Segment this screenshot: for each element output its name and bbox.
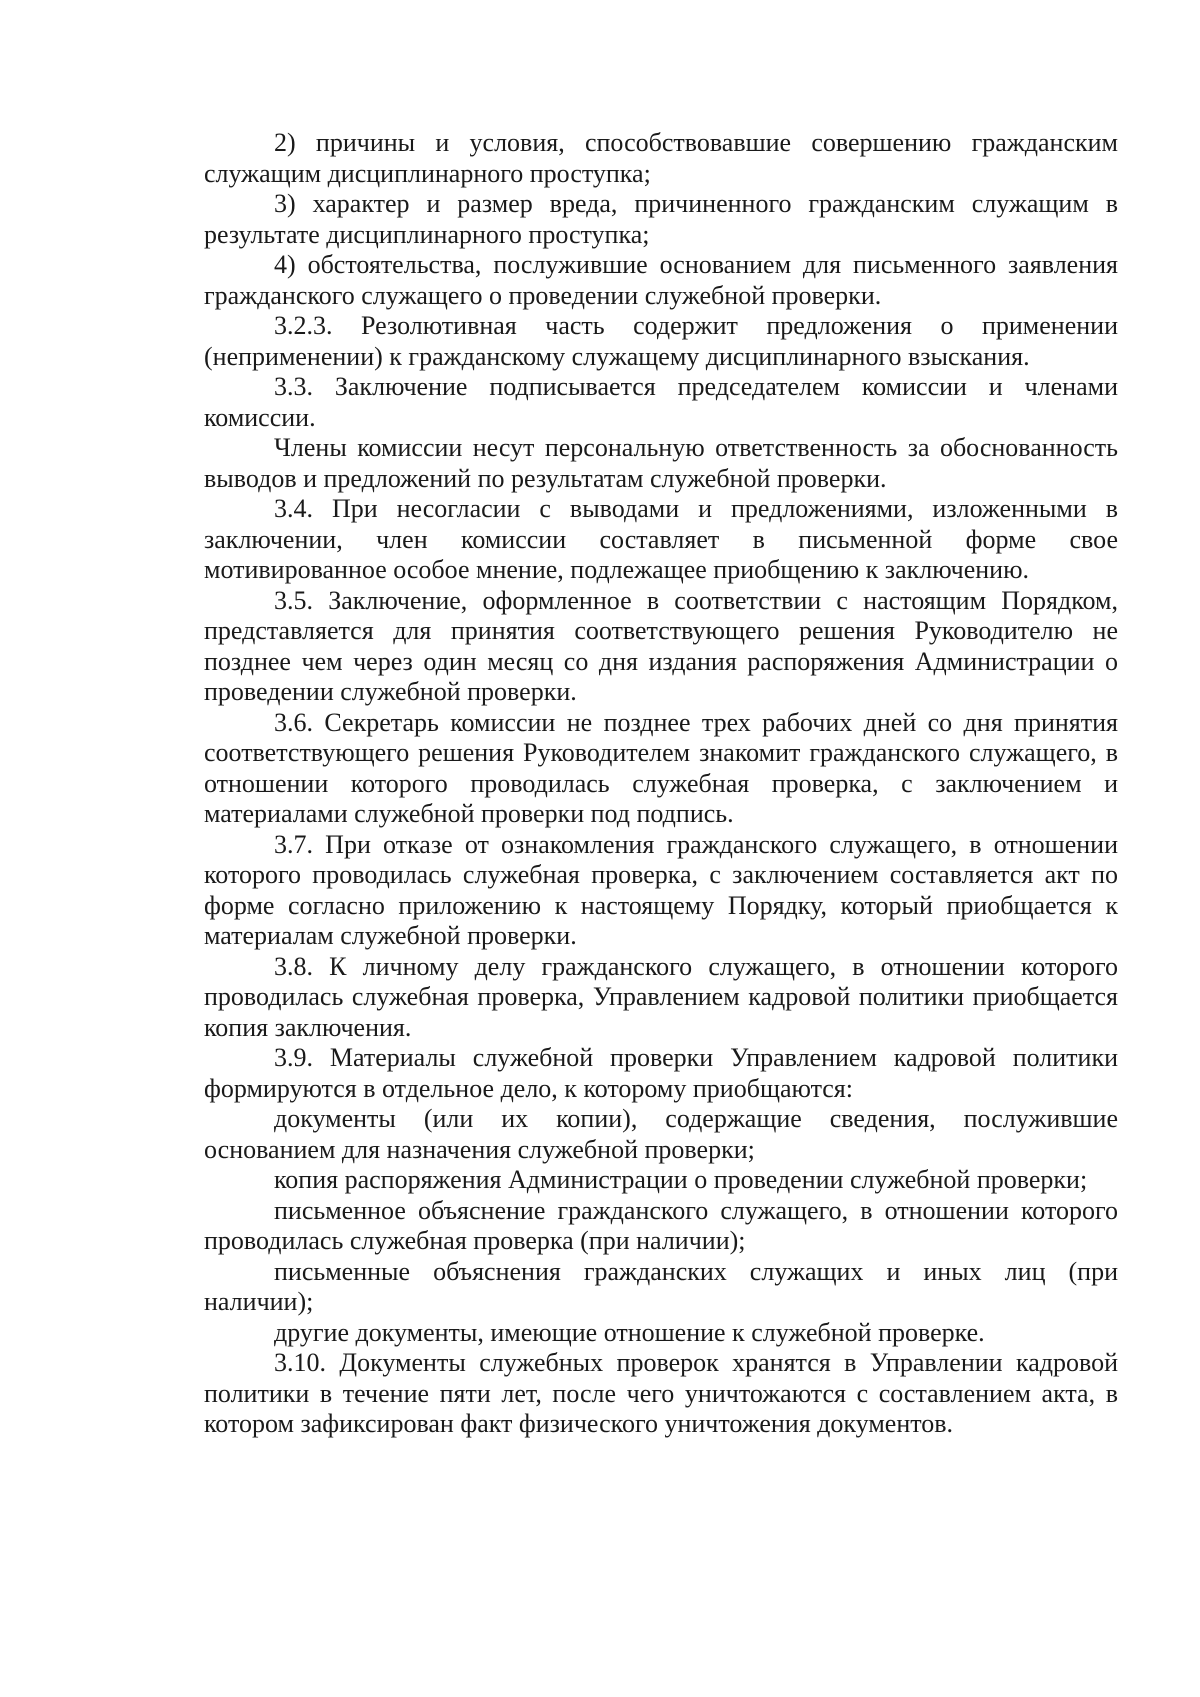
paragraph-item-3: 3) характер и размер вреда, причиненного гражданским служащим в результате дисциплинарного проступка; <box>204 189 1118 249</box>
paragraph-item-4: 4) обстоятельства, послужившие основанием для письменного заявления гражданского служащего о проведении служебной проверки. <box>204 250 1118 310</box>
paragraph-3-7: 3.7. При отказе от ознакомления гражданского служащего, в отношении которого проводилась служебная проверка, с заключением составляется акт по форме согласно приложению к настоящему Порядку, который приобщается к материалам служебной проверки. <box>204 829 1118 950</box>
document-body <box>204 128 1118 1440</box>
paragraph-3-10: 3.10. Документы служебных проверок хранятся в Управлении кадровой политики в течение пяти лет, после чего уничтожаются с составлением акта, в котором зафиксирован факт физического уничтожения документов. <box>204 1348 1118 1438</box>
list-item-other-documents: другие документы, имеющие отношение к служебной проверке. <box>274 1317 985 1347</box>
list-item-other-explanations: письменные объяснения гражданских служащих и иных лиц (при наличии); <box>204 1256 1118 1316</box>
paragraph-3-8: 3.8. К личному делу гражданского служащего, в отношении которого проводилась служебная проверка, Управлением кадровой политики приобщается копия заключения. <box>204 951 1118 1042</box>
list-item-order-copy: копия распоряжения Администрации о проведении служебной проверки; <box>274 1165 1088 1194</box>
paragraph-3-5: 3.5. Заключение, оформленное в соответствии с настоящим Порядком, представляется для принятия соответствующего решения Руководителю не позднее чем через один месяц со дня издания распоряжения Администрации о проведении служебной проверки. <box>204 585 1118 706</box>
paragraph-3-4: 3.4. При несогласии с выводами и предложениями, изложенными в заключении, член комиссии составляет в письменной форме свое мотивированное особое мнение, подлежащее приобщению к заключению. <box>204 494 1118 584</box>
paragraph-3-6: 3.6. Секретарь комиссии не позднее трех рабочих дней со дня принятия соответствующего решения Руководителем знакомит гражданского служащего, в отношении которого проводилась служебная проверка, с заключением и материалами служебной проверки под подпись. <box>204 707 1118 828</box>
list-item-written-explanation: письменное объяснение гражданского служащего, в отношении которого проводилась служебная проверка (при наличии); <box>204 1195 1118 1255</box>
paragraph-item-2: 2) причины и условия, способствовавшие совершению гражданским служащим дисциплинарного проступка; <box>204 128 1118 188</box>
paragraph-3-3: 3.3. Заключение подписывается председателем комиссии и членами комиссии. <box>204 372 1118 432</box>
paragraph-3-2-3: 3.2.3. Резолютивная часть содержит предложения о применении (неприменении) к гражданскому служащему дисциплинарного взыскания. <box>204 311 1118 371</box>
paragraph-3-9: 3.9. Материалы служебной проверки Управлением кадровой политики формируются в отдельное дело, к которому приобщаются: <box>204 1043 1118 1103</box>
list-item-documents: документы (или их копии), содержащие сведения, послужившие основанием для назначения служебной проверки; <box>204 1104 1118 1164</box>
paragraph-members-responsibility: Члены комиссии несут персональную ответственность за обоснованность выводов и предложений по результатам служебной проверки. <box>204 433 1118 493</box>
